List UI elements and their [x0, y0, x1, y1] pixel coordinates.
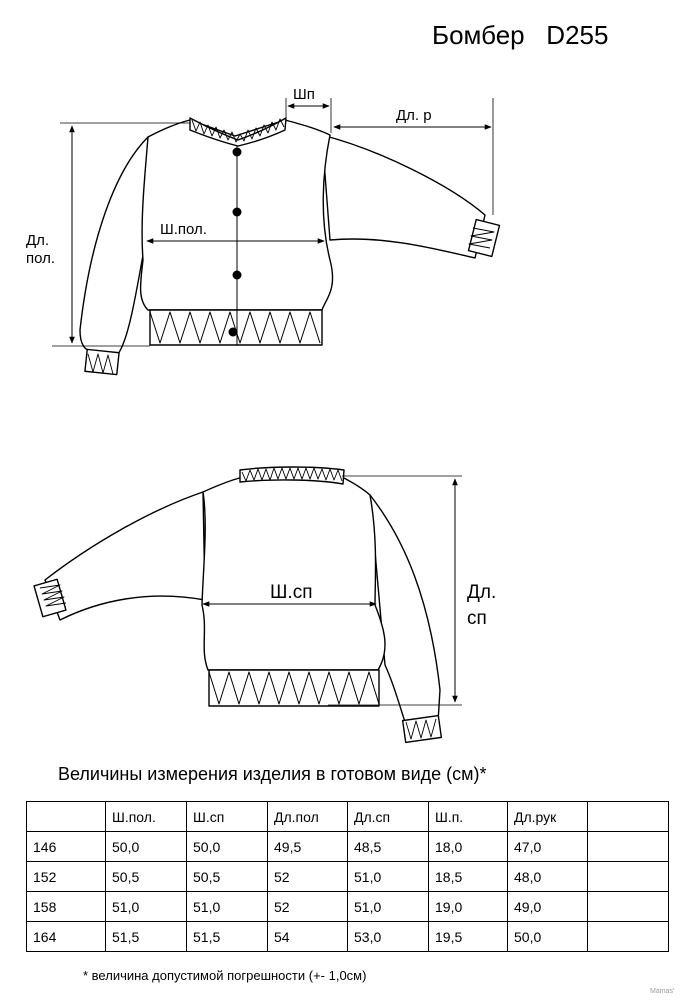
- table-cell: 51,5: [106, 922, 187, 952]
- table-row: [27, 892, 669, 922]
- table-cell: 52: [268, 892, 348, 922]
- table-cell: 54: [268, 922, 348, 952]
- button-dot: [233, 148, 242, 157]
- table-cell: 18,0: [429, 832, 508, 862]
- table-cell: 50,0: [187, 832, 268, 862]
- table-cell: 49,5: [268, 832, 348, 862]
- front-left-sleeve: [80, 137, 148, 354]
- button-dot: [233, 208, 242, 217]
- table-cell: 51,0: [106, 892, 187, 922]
- front-waistband: [150, 310, 322, 345]
- table-cell: 152: [27, 862, 106, 892]
- table-row: [27, 862, 669, 892]
- table-cell: 51,5: [187, 922, 268, 952]
- table-cell: 164: [27, 922, 106, 952]
- table-cell: 52: [268, 862, 348, 892]
- table-cell: 50,5: [187, 862, 268, 892]
- shoulder-width-label: Шп: [293, 86, 315, 103]
- column-header: Дл.пол: [268, 802, 348, 832]
- column-header: Ш.пол.: [106, 802, 187, 832]
- column-header: Ш.сп: [187, 802, 268, 832]
- table-cell: 51,0: [348, 862, 429, 892]
- table-cell: [588, 862, 669, 892]
- table-cell: 47,0: [508, 832, 588, 862]
- table-cell: 53,0: [348, 922, 429, 952]
- table-cell: 158: [27, 892, 106, 922]
- back-width-label: Ш.сп: [270, 582, 313, 603]
- column-header: Дл.сп: [348, 802, 429, 832]
- front-length-label: Дл. пол.: [26, 232, 56, 267]
- back-left-sleeve: [45, 492, 205, 620]
- table-cell: 48,0: [508, 862, 588, 892]
- front-right-sleeve: [322, 135, 485, 258]
- table-header-row: [27, 802, 669, 832]
- column-header: Дл.рук: [508, 802, 588, 832]
- column-header: Ш.п.: [429, 802, 508, 832]
- front-width-label: Ш.пол.: [160, 221, 207, 238]
- table-cell: 50,0: [508, 922, 588, 952]
- front-view-sketch: [80, 118, 500, 375]
- column-header: [588, 802, 669, 832]
- size-table: [26, 801, 669, 952]
- table-cell: 49,0: [508, 892, 588, 922]
- watermark-text: Mamas': [650, 988, 675, 995]
- table-cell: 51,0: [348, 892, 429, 922]
- table-cell: 18,5: [429, 862, 508, 892]
- table-footnote: * величина допустимой погрешности (+- 1,0см): [83, 968, 367, 983]
- back-length-label: Дл. сп: [467, 582, 497, 629]
- table-cell: 19,5: [429, 922, 508, 952]
- table-row: [27, 922, 669, 952]
- back-right-sleeve: [370, 495, 440, 722]
- table-cell: 19,0: [429, 892, 508, 922]
- table-cell: 50,5: [106, 862, 187, 892]
- back-body: [202, 473, 385, 670]
- table-cell: 146: [27, 832, 106, 862]
- table-cell: [588, 832, 669, 862]
- table-cell: 51,0: [187, 892, 268, 922]
- table-cell: 50,0: [106, 832, 187, 862]
- table-cell: 48,5: [348, 832, 429, 862]
- table-row: [27, 832, 669, 862]
- table-cell: [588, 892, 669, 922]
- table-cell: [588, 922, 669, 952]
- column-header: [27, 802, 106, 832]
- back-view-sketch: [34, 467, 441, 742]
- sleeve-length-label: Дл. р: [396, 107, 432, 124]
- button-dot: [233, 271, 242, 280]
- table-caption: Величины измерения изделия в готовом виде (см)*: [58, 764, 487, 784]
- page-title: Бомбер D255: [432, 20, 609, 50]
- button-dot: [229, 328, 238, 337]
